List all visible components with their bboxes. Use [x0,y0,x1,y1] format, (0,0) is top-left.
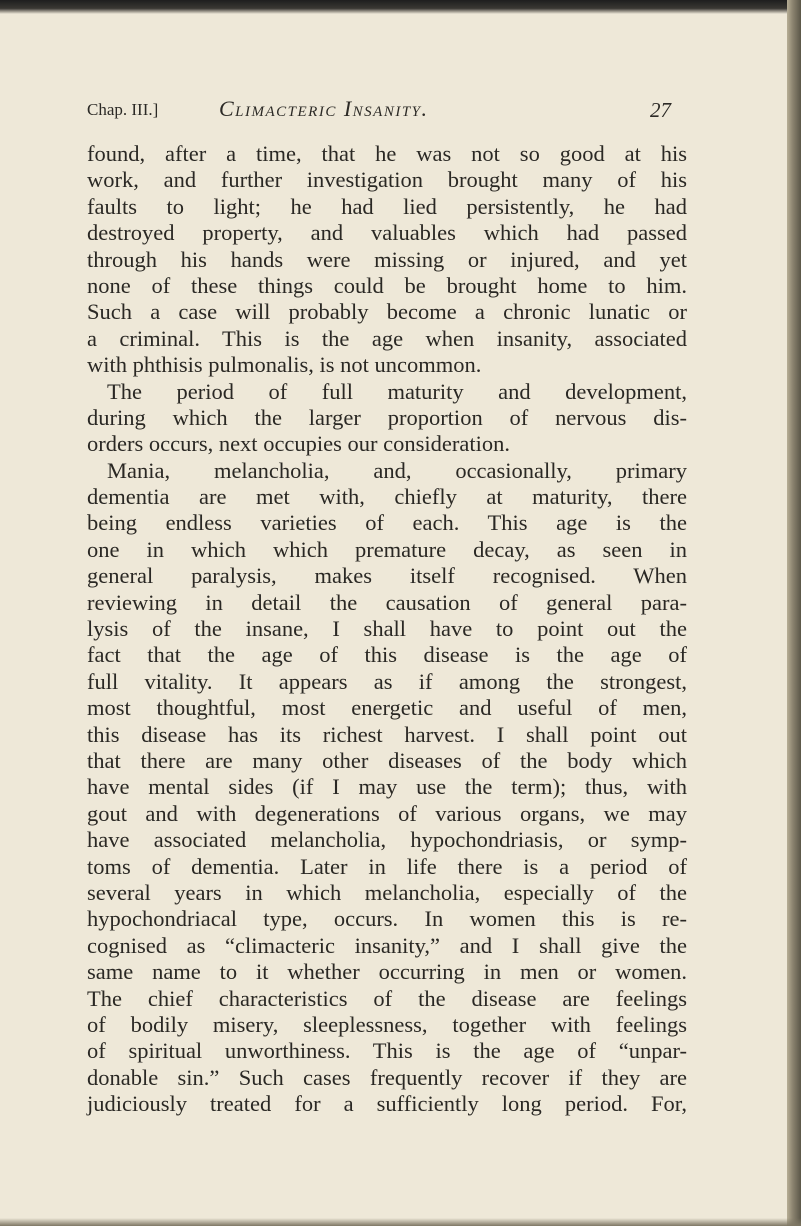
text-line: during which the larger proportion of nervous dis- [87,404,687,430]
text-line: gout and with degenerations of various organs, we may [87,800,687,826]
text-line: several years in which melancholia, especially of the [87,879,687,905]
text-line: none of these things could be brought home to him. [87,272,687,298]
text-line: Such a case will probably become a chronic lunatic or [87,299,687,325]
text-line: hypochondriacal type, occurs. In women this is re- [87,906,687,932]
text-line: faults to light; he had lied persistently, he had [87,193,687,219]
text-line: full vitality. It appears as if among the strongest, [87,668,687,694]
body-text [87,141,687,1117]
text-line: found, after a time, that he was not so good at his [87,141,687,166]
text-line: this disease has its richest harvest. I shall point out [87,721,687,747]
chapter-label: Chap. III.] [87,100,159,119]
page-bottom-edge [0,1218,801,1226]
text-line: judiciously treated for a sufficiently long period. For, [87,1091,687,1117]
text-line: of spiritual unworthiness. This is the age of “unpar- [87,1038,687,1064]
text-line: of bodily misery, sleeplessness, together with feelings [87,1011,687,1037]
text-line: cognised as “climacteric insanity,” and I shall give the [87,932,687,958]
text-line: work, and further investigation brought many of his [87,167,687,193]
text-line: have associated melancholia, hypochondriasis, or symp- [87,827,687,853]
text-line: toms of dementia. Later in life there is a period of [87,853,687,879]
running-title: Climacteric Insanity. [219,96,429,121]
text-line: lysis of the insane, I shall have to point out the [87,616,687,642]
text-line: through his hands were missing or injured, and yet [87,246,687,272]
text-line: fact that the age of this disease is the age of [87,642,687,668]
text-line: that there are many other diseases of the body which [87,747,687,773]
text-line: donable sin.” Such cases frequently recover if they are [87,1064,687,1090]
page-top-shadow [0,0,801,14]
text-line: most thoughtful, most energetic and useful of men, [87,695,687,721]
page-number: 27 [650,98,671,122]
text-line: being endless varieties of each. This age is the [87,510,687,536]
text-line: orders occurs, next occupies our consideration. [87,431,510,457]
text-line: a criminal. This is the age when insanity, associated [87,325,687,351]
running-head [87,96,687,126]
text-line: The period of full maturity and development, [107,378,687,404]
binding-edge [787,0,801,1226]
text-line: have mental sides (if I may use the term); thus, with [87,774,687,800]
text-line: dementia are met with, chiefly at maturity, there [87,484,687,510]
text-line: general paralysis, makes itself recognised. When [87,563,687,589]
text-line: with phthisis pulmonalis, is not uncommon. [87,352,482,378]
text-line: The chief characteristics of the disease are feelings [87,985,687,1011]
text-line: one in which which premature decay, as seen in [87,536,687,562]
text-line: destroyed property, and valuables which had passed [87,220,687,246]
text-line: same name to it whether occurring in men or women. [87,959,687,985]
text-line: reviewing in detail the causation of general para- [87,589,687,615]
text-line: Mania, melancholia, and, occasionally, primary [107,457,687,483]
